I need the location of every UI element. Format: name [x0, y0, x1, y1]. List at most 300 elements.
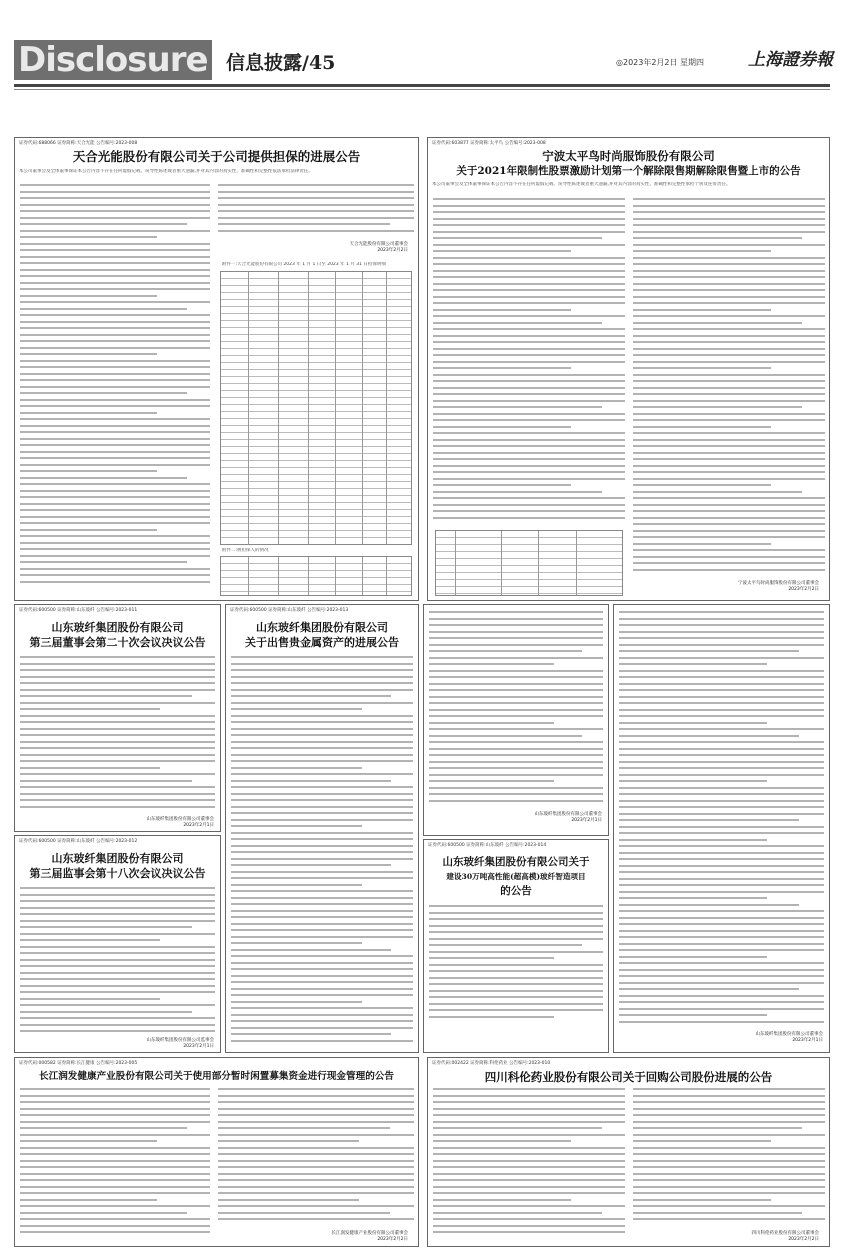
text-line [633, 471, 825, 473]
text-line [429, 925, 603, 927]
text-line [433, 224, 625, 226]
text-line [20, 1205, 210, 1207]
text-line [231, 747, 413, 749]
text-line [433, 1108, 625, 1110]
table-caption: 附件一:天合光能股份有限公司 2023 年 1 月 1 日至 2023 年 1 月 31 日担保明细 [222, 262, 386, 267]
text-line [218, 1095, 414, 1097]
text-line [20, 262, 210, 264]
text-line [619, 871, 824, 873]
article-sdbx-board [14, 604, 221, 832]
text-line [619, 1014, 767, 1016]
text-line [20, 952, 215, 954]
text-line [433, 1231, 625, 1233]
text-line [231, 903, 413, 905]
text-line [20, 985, 215, 987]
text-line [429, 741, 603, 743]
text-line [619, 891, 824, 893]
text-line [633, 361, 825, 363]
text-line [20, 1095, 210, 1097]
text-line [429, 780, 554, 782]
text-line [20, 366, 210, 368]
text-line [433, 445, 625, 447]
text-line [633, 211, 825, 213]
text-line [619, 878, 824, 880]
text-line [633, 244, 825, 246]
article-title-line2: 第三届董事会第二十次会议决议公告 [29, 636, 206, 649]
text-line [429, 767, 603, 769]
newspaper-name: 上海證券報 [748, 50, 833, 70]
text-line [633, 276, 825, 278]
text-line [231, 962, 413, 964]
text-line [20, 431, 210, 433]
text-line [633, 393, 825, 395]
text-line [619, 670, 824, 672]
text-line [633, 426, 771, 428]
text-line [231, 676, 413, 678]
masthead-rule [14, 84, 830, 87]
text-line [619, 650, 799, 652]
text-line [633, 1192, 825, 1194]
text-line [619, 748, 824, 750]
text-line [231, 819, 413, 821]
text-line [633, 562, 825, 564]
text-line [20, 529, 157, 531]
text-line [429, 611, 603, 613]
text-line [433, 387, 625, 389]
text-line [20, 715, 215, 717]
article-signature: 宁波太平鸟时尚服饰股份有限公司董事会 2023年2月2日 [738, 581, 819, 592]
text-line [231, 734, 413, 736]
text-line [619, 728, 824, 730]
text-line [429, 624, 603, 626]
text-line [633, 289, 825, 291]
text-line [218, 1218, 414, 1220]
text-line [433, 276, 625, 278]
text-line [20, 217, 210, 219]
guaranteed-party-table [220, 556, 412, 596]
text-line [633, 432, 825, 434]
text-line [218, 1134, 414, 1136]
text-line [433, 211, 625, 213]
text-line [20, 793, 215, 795]
text-line [20, 581, 210, 583]
text-line [218, 197, 414, 199]
text-line [20, 379, 210, 381]
text-line [20, 1030, 215, 1032]
text-line [231, 760, 413, 762]
text-line [619, 949, 824, 951]
text-line [20, 1199, 157, 1201]
article-kelun-buyback [427, 1057, 830, 1247]
text-line [20, 347, 210, 349]
article-title-line1: 宁波太平鸟时尚服饰股份有限公司 [542, 149, 715, 163]
text-line [231, 890, 413, 892]
text-line [633, 1160, 825, 1162]
text-line [633, 1121, 825, 1123]
text-line [429, 696, 603, 698]
text-line [20, 1166, 210, 1168]
text-line [20, 741, 215, 743]
text-line [20, 920, 215, 922]
article-changjiang-cash-mgmt [14, 1057, 419, 1247]
article-title-line1: 山东玻纤集团股份有限公司 [51, 621, 184, 634]
text-line [429, 631, 603, 633]
text-line [20, 1173, 210, 1175]
text-line [619, 715, 824, 717]
text-line [619, 663, 767, 665]
text-line [20, 887, 215, 889]
text-line [20, 503, 210, 505]
text-line [429, 996, 603, 998]
text-line [433, 1127, 602, 1129]
text-line [231, 884, 362, 886]
text-line [633, 1147, 825, 1149]
text-line [429, 951, 603, 953]
article-body [429, 905, 603, 1025]
text-line [433, 354, 625, 356]
text-line [633, 263, 825, 265]
text-line [433, 322, 602, 324]
text-line [231, 1014, 413, 1016]
text-line [429, 1009, 603, 1011]
text-line [20, 663, 215, 665]
text-line [20, 1108, 210, 1110]
text-line [619, 722, 767, 724]
text-line [433, 1205, 625, 1207]
text-line [218, 1114, 414, 1116]
text-line [433, 231, 625, 233]
text-line [20, 1153, 210, 1155]
text-line [20, 900, 215, 902]
text-line [429, 689, 603, 691]
text-line [218, 1192, 414, 1194]
text-line [633, 380, 825, 382]
article-meta: 证券代码:600500 证券简称:山东玻纤 公告编号:2023-013 [230, 608, 349, 613]
text-line [20, 555, 210, 557]
text-line [433, 413, 625, 415]
text-line [231, 949, 391, 951]
text-line [633, 1088, 825, 1090]
text-line [633, 1186, 825, 1188]
article-intro: 本公司董事会及全体董事保证本公告内容不存在任何虚假记载、误导性陈述或者重大遗漏,并对其内容的真实性、准确性和完整性承担个别及连带责任。 [432, 182, 731, 187]
text-line [20, 340, 210, 342]
text-line [218, 1101, 414, 1103]
text-line [20, 275, 210, 277]
article-title: 四川科伦药业股份有限公司关于回购公司股份进展的公告 [484, 1070, 773, 1084]
text-line [231, 864, 391, 866]
text-line [20, 1140, 157, 1142]
text-line [633, 1108, 825, 1110]
text-line [619, 780, 767, 782]
text-line [433, 367, 571, 369]
text-line [20, 295, 157, 297]
text-line [20, 1160, 210, 1162]
text-line [218, 210, 414, 212]
text-line [231, 955, 413, 957]
text-line [20, 451, 210, 453]
text-line [619, 917, 824, 919]
text-line [433, 315, 625, 317]
text-line [633, 231, 825, 233]
article-body-left [433, 1088, 625, 1238]
text-line [20, 913, 215, 915]
text-line [633, 1140, 771, 1142]
text-line [20, 1114, 210, 1116]
text-line [20, 1212, 187, 1214]
text-line [20, 1127, 187, 1129]
text-line [633, 1218, 825, 1220]
text-line [619, 754, 824, 756]
article-sdbx-project-cont [613, 604, 830, 1053]
text-line [20, 676, 215, 678]
text-line [218, 1147, 414, 1149]
text-line [619, 995, 824, 997]
text-line [619, 884, 824, 886]
text-line [231, 806, 413, 808]
text-line [619, 702, 824, 704]
text-line [20, 1121, 210, 1123]
text-line [633, 491, 802, 493]
disclosure-logo: Disclosure [18, 40, 208, 80]
text-line [20, 926, 192, 928]
text-line [231, 715, 413, 717]
text-line [20, 754, 215, 756]
text-line [20, 282, 210, 284]
text-line [20, 496, 210, 498]
text-line [20, 477, 187, 479]
text-line [20, 210, 210, 212]
text-line [619, 631, 824, 633]
text-line [633, 205, 825, 207]
text-line [429, 676, 603, 678]
article-meta: 证券代码:002422 证券简称:科伦药业 公告编号:2023-010 [432, 1061, 551, 1066]
text-line [429, 990, 603, 992]
text-line [429, 944, 582, 946]
text-line [218, 191, 414, 193]
text-line [429, 702, 603, 704]
text-line [429, 715, 603, 717]
text-line [433, 205, 625, 207]
text-line [619, 962, 824, 964]
article-sdbx-supervisory [14, 835, 221, 1053]
text-line [429, 1003, 603, 1005]
text-line [231, 877, 413, 879]
text-line [429, 964, 603, 966]
text-line [633, 315, 825, 317]
text-line [20, 243, 210, 245]
text-line [231, 799, 413, 801]
text-line [20, 301, 210, 303]
text-line [633, 497, 825, 499]
text-line [429, 683, 603, 685]
article-body-right [218, 1088, 414, 1228]
article-sdbx-project [423, 839, 609, 1053]
article-meta: 证券代码:600500 证券简称:山东玻纤 公告编号:2023-014 [428, 843, 547, 848]
text-line [20, 972, 215, 974]
text-line [633, 458, 825, 460]
text-line [20, 721, 215, 723]
text-line [633, 237, 802, 239]
text-line [433, 348, 625, 350]
text-line [20, 405, 210, 407]
text-line [433, 335, 625, 337]
text-line [20, 425, 210, 427]
text-line [433, 283, 625, 285]
text-line [633, 322, 802, 324]
text-line [20, 542, 210, 544]
text-line [20, 184, 210, 186]
text-line [633, 257, 825, 259]
text-line [20, 773, 215, 775]
text-line [218, 1140, 359, 1142]
text-line [633, 445, 825, 447]
text-line [20, 656, 215, 658]
text-line [619, 936, 824, 938]
article-intro: 本公司董事会及全体董事保证本公告内容不存在任何虚假记载、误导性陈述或者重大遗漏,并对其内容的真实性、准确性和完整性依法承担法律责任。 [19, 169, 313, 174]
text-line [429, 983, 603, 985]
text-line [20, 288, 210, 290]
text-line [20, 353, 157, 355]
text-line [231, 1001, 362, 1003]
text-line [619, 793, 824, 795]
text-line [429, 735, 582, 737]
text-line [429, 931, 603, 933]
text-line [231, 923, 413, 925]
text-line [619, 904, 799, 906]
text-line [633, 478, 825, 480]
text-line [20, 946, 215, 948]
article-title: 长江润发健康产业股份有限公司关于使用部分暂时闲置募集资金进行现金管理的公告 [39, 1071, 394, 1082]
text-line [231, 897, 413, 899]
text-line [619, 741, 824, 743]
text-line [619, 930, 824, 932]
article-signature: 天合光能股份有限公司董事会 2023年2月2日 [349, 242, 408, 253]
text-line [619, 969, 824, 971]
text-line [619, 826, 824, 828]
text-line [218, 1205, 414, 1207]
text-line [619, 787, 824, 789]
text-line [619, 845, 824, 847]
text-line [433, 1140, 571, 1142]
text-line [619, 858, 824, 860]
text-line [218, 184, 414, 186]
text-line [633, 1101, 825, 1103]
article-body [20, 656, 215, 816]
text-line [231, 845, 413, 847]
text-line [619, 806, 824, 808]
text-line [20, 249, 210, 251]
text-line [231, 682, 413, 684]
text-line [633, 218, 825, 220]
text-line [20, 1101, 210, 1103]
text-line [218, 1108, 414, 1110]
text-line [433, 484, 571, 486]
text-line [218, 204, 414, 206]
text-line [218, 1166, 414, 1168]
text-line [633, 465, 825, 467]
text-line [433, 1225, 625, 1227]
article-meta: 证券代码:603877 证券简称:太平鸟 公告编号:2023-008 [432, 141, 546, 146]
text-line [218, 1160, 414, 1162]
text-line [231, 929, 413, 931]
article-title-line2: 建设30万吨高性能(超高模)玻纤智造项目 [446, 872, 586, 881]
text-line [20, 702, 215, 704]
text-line [20, 314, 210, 316]
text-line [231, 812, 413, 814]
text-line [429, 938, 603, 940]
text-line [619, 923, 824, 925]
text-line [231, 988, 413, 990]
text-line [433, 257, 625, 259]
text-line [218, 1121, 414, 1123]
text-line [619, 897, 767, 899]
text-line [20, 708, 160, 710]
text-line [20, 780, 192, 782]
text-line [429, 748, 603, 750]
text-line [20, 269, 210, 271]
article-signature: 山东玻纤集团股份有限公司监事会 2023年2月1日 [146, 1038, 214, 1049]
text-line [429, 912, 603, 914]
text-line [218, 230, 414, 232]
article-signature: 四川科伦药业股份有限公司董事会 2023年2月2日 [751, 1231, 819, 1242]
text-line [619, 982, 824, 984]
text-line [20, 392, 187, 394]
text-line [231, 994, 413, 996]
text-line [20, 959, 215, 961]
text-line [231, 981, 413, 983]
text-line [619, 819, 799, 821]
text-line [20, 894, 215, 896]
article-trina-guarantee [14, 137, 419, 601]
text-line [433, 374, 625, 376]
text-line [20, 464, 210, 466]
text-line [619, 676, 824, 678]
text-line [633, 1212, 802, 1214]
text-line [633, 556, 825, 558]
text-line [633, 1095, 825, 1097]
text-line [433, 439, 625, 441]
text-line [429, 663, 554, 665]
text-line [433, 458, 625, 460]
text-line [433, 1173, 625, 1175]
article-meta: 证券代码:688066 证券简称:天合光能 公告编号:2023-008 [19, 141, 138, 146]
text-line [231, 832, 413, 834]
text-line [20, 334, 210, 336]
text-line [20, 998, 160, 1000]
text-line [429, 905, 603, 907]
text-line [429, 722, 554, 724]
text-line [20, 1192, 210, 1194]
text-line [433, 406, 602, 408]
article-peacebird-unlock [427, 137, 830, 601]
text-line [20, 1186, 210, 1188]
article-body [20, 887, 215, 1037]
text-line [20, 230, 210, 232]
text-line [433, 237, 602, 239]
text-line [20, 418, 210, 420]
text-line [231, 1033, 391, 1035]
text-line [633, 296, 825, 298]
text-line [619, 657, 824, 659]
text-line [633, 549, 825, 551]
text-line [633, 439, 825, 441]
text-line [429, 650, 582, 652]
text-line [633, 1173, 825, 1175]
text-line [633, 198, 825, 200]
text-line [619, 852, 824, 854]
section-title: 信息披露/45 [226, 52, 336, 74]
text-line [20, 535, 210, 537]
